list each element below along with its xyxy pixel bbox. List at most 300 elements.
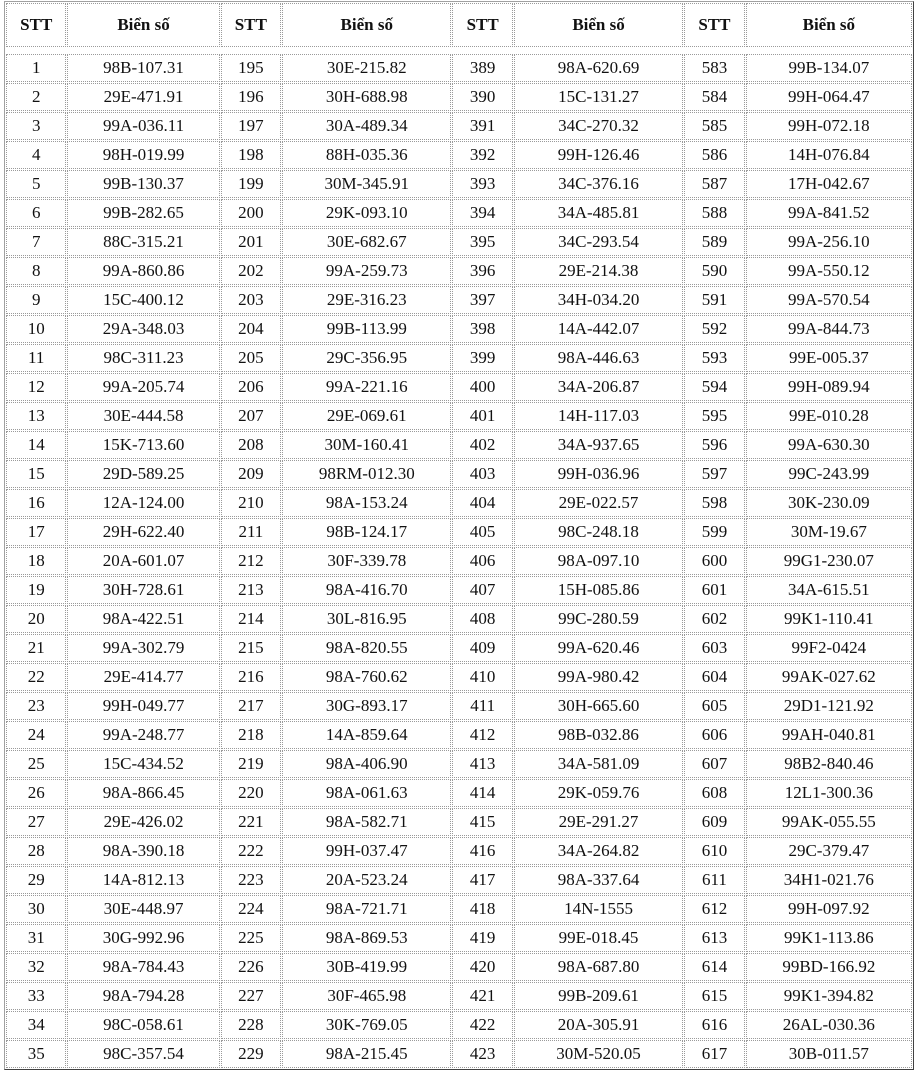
- plate-cell: 98C-248.18: [514, 518, 683, 546]
- table-row: [6, 315, 912, 343]
- plate-cell: 15K-713.60: [67, 431, 219, 459]
- plate-cell: 15C-400.12: [67, 286, 219, 314]
- stt-cell: 585: [684, 112, 744, 140]
- plate-cell: 30B-419.99: [282, 953, 451, 981]
- plate-cell: 99H-064.47: [746, 83, 912, 111]
- plate-cell: 98A-582.71: [282, 808, 451, 836]
- plate-cell: 30E-448.97: [67, 895, 219, 923]
- plate-cell: 98A-215.45: [282, 1040, 451, 1068]
- stt-cell: 595: [684, 402, 744, 430]
- table-row: [6, 257, 912, 285]
- plate-cell: 99A-302.79: [67, 634, 219, 662]
- plate-cell: 99H-126.46: [514, 141, 683, 169]
- stt-cell: 608: [684, 779, 744, 807]
- table-row: [6, 54, 912, 82]
- stt-cell: 227: [221, 982, 281, 1010]
- plate-cell: 30E-682.67: [282, 228, 451, 256]
- stt-cell: 587: [684, 170, 744, 198]
- stt-cell: 423: [452, 1040, 512, 1068]
- stt-cell: 393: [452, 170, 512, 198]
- table-row: [6, 141, 912, 169]
- plate-cell: 15C-434.52: [67, 750, 219, 778]
- plate-cell: 99E-018.45: [514, 924, 683, 952]
- header-bien-so: Biển số: [67, 3, 219, 47]
- plate-cell: 98A-784.43: [67, 953, 219, 981]
- stt-cell: 415: [452, 808, 512, 836]
- plate-cell: 98C-357.54: [67, 1040, 219, 1068]
- plate-cell: 29E-291.27: [514, 808, 683, 836]
- table-row: [6, 982, 912, 1010]
- plate-cell: 29D1-121.92: [746, 692, 912, 720]
- stt-cell: 26: [6, 779, 66, 807]
- plate-cell: 34A-485.81: [514, 199, 683, 227]
- stt-cell: 34: [6, 1011, 66, 1039]
- stt-cell: 31: [6, 924, 66, 952]
- stt-cell: 11: [6, 344, 66, 372]
- stt-cell: 397: [452, 286, 512, 314]
- plate-cell: 99B-130.37: [67, 170, 219, 198]
- plate-cell: 30H-728.61: [67, 576, 219, 604]
- plate-cell: 29H-622.40: [67, 518, 219, 546]
- stt-cell: 584: [684, 83, 744, 111]
- plate-cell: 34A-581.09: [514, 750, 683, 778]
- stt-cell: 400: [452, 373, 512, 401]
- table-row: [6, 750, 912, 778]
- table-row: [6, 953, 912, 981]
- table-row: [6, 547, 912, 575]
- plate-cell: 98A-422.51: [67, 605, 219, 633]
- stt-cell: 15: [6, 460, 66, 488]
- stt-cell: 208: [221, 431, 281, 459]
- stt-cell: 408: [452, 605, 512, 633]
- plate-cell: 98B-107.31: [67, 54, 219, 82]
- plate-cell: 14A-812.13: [67, 866, 219, 894]
- stt-cell: 204: [221, 315, 281, 343]
- stt-cell: 13: [6, 402, 66, 430]
- stt-cell: 616: [684, 1011, 744, 1039]
- stt-cell: 1: [6, 54, 66, 82]
- stt-cell: 24: [6, 721, 66, 749]
- table-row: [6, 402, 912, 430]
- stt-cell: 205: [221, 344, 281, 372]
- plate-cell: 29E-471.91: [67, 83, 219, 111]
- table-row: [6, 1040, 912, 1068]
- table-row: [6, 344, 912, 372]
- stt-cell: 418: [452, 895, 512, 923]
- stt-cell: 594: [684, 373, 744, 401]
- plate-cell: 98A-390.18: [67, 837, 219, 865]
- plate-cell: 12L1-300.36: [746, 779, 912, 807]
- header-stt: STT: [6, 3, 66, 47]
- header-stt: STT: [452, 3, 512, 47]
- stt-cell: 19: [6, 576, 66, 604]
- plate-cell: 98H-019.99: [67, 141, 219, 169]
- stt-cell: 196: [221, 83, 281, 111]
- table-row: [6, 228, 912, 256]
- stt-cell: 21: [6, 634, 66, 662]
- plate-cell: 99AH-040.81: [746, 721, 912, 749]
- plate-cell: 99A-630.30: [746, 431, 912, 459]
- table-row: [6, 1011, 912, 1039]
- stt-cell: 200: [221, 199, 281, 227]
- stt-cell: 411: [452, 692, 512, 720]
- table-row: [6, 460, 912, 488]
- stt-cell: 420: [452, 953, 512, 981]
- plate-cell: 14N-1555: [514, 895, 683, 923]
- plate-cell: 20A-305.91: [514, 1011, 683, 1039]
- table-row: [6, 431, 912, 459]
- plate-cell: 29K-093.10: [282, 199, 451, 227]
- plate-cell: 30K-230.09: [746, 489, 912, 517]
- stt-cell: 10: [6, 315, 66, 343]
- stt-cell: 403: [452, 460, 512, 488]
- stt-cell: 413: [452, 750, 512, 778]
- plate-cell: 30L-816.95: [282, 605, 451, 633]
- stt-cell: 605: [684, 692, 744, 720]
- plate-cell: 99H-097.92: [746, 895, 912, 923]
- stt-cell: 590: [684, 257, 744, 285]
- plate-cell: 17H-042.67: [746, 170, 912, 198]
- stt-cell: 412: [452, 721, 512, 749]
- stt-cell: 401: [452, 402, 512, 430]
- header-stt: STT: [684, 3, 744, 47]
- plate-cell: 29C-356.95: [282, 344, 451, 372]
- stt-cell: 395: [452, 228, 512, 256]
- plate-cell: 30M-345.91: [282, 170, 451, 198]
- stt-cell: 398: [452, 315, 512, 343]
- stt-cell: 390: [452, 83, 512, 111]
- stt-cell: 214: [221, 605, 281, 633]
- plate-cell: 34A-615.51: [746, 576, 912, 604]
- plate-cell: 29E-426.02: [67, 808, 219, 836]
- plate-cell: 98A-866.45: [67, 779, 219, 807]
- plate-cell: 99C-243.99: [746, 460, 912, 488]
- plate-cell: 99H-036.96: [514, 460, 683, 488]
- table-row: [6, 605, 912, 633]
- stt-cell: 610: [684, 837, 744, 865]
- stt-cell: 195: [221, 54, 281, 82]
- plate-cell: 98C-311.23: [67, 344, 219, 372]
- plate-cell: 30M-520.05: [514, 1040, 683, 1068]
- stt-cell: 603: [684, 634, 744, 662]
- plate-cell: 29C-379.47: [746, 837, 912, 865]
- stt-cell: 4: [6, 141, 66, 169]
- table-row: [6, 837, 912, 865]
- stt-cell: 210: [221, 489, 281, 517]
- stt-cell: 600: [684, 547, 744, 575]
- table-row: [6, 895, 912, 923]
- table-row: [6, 373, 912, 401]
- plate-cell: 99K1-394.82: [746, 982, 912, 1010]
- stt-cell: 6: [6, 199, 66, 227]
- stt-cell: 17: [6, 518, 66, 546]
- plate-cell: 99A-221.16: [282, 373, 451, 401]
- plate-cell: 30E-215.82: [282, 54, 451, 82]
- plate-cell: 98A-446.63: [514, 344, 683, 372]
- stt-cell: 419: [452, 924, 512, 952]
- stt-cell: 29: [6, 866, 66, 894]
- plate-cell: 99A-205.74: [67, 373, 219, 401]
- table-row: [6, 199, 912, 227]
- table-body: [6, 54, 912, 1068]
- stt-cell: 22: [6, 663, 66, 691]
- plate-cell: 14H-076.84: [746, 141, 912, 169]
- table-row: [6, 518, 912, 546]
- stt-cell: 606: [684, 721, 744, 749]
- stt-cell: 405: [452, 518, 512, 546]
- stt-cell: 199: [221, 170, 281, 198]
- table-row: [6, 866, 912, 894]
- stt-cell: 32: [6, 953, 66, 981]
- stt-cell: 589: [684, 228, 744, 256]
- stt-cell: 211: [221, 518, 281, 546]
- plate-cell: 88C-315.21: [67, 228, 219, 256]
- stt-cell: 609: [684, 808, 744, 836]
- stt-cell: 16: [6, 489, 66, 517]
- plate-cell: 98A-620.69: [514, 54, 683, 82]
- plate-cell: 99B-134.07: [746, 54, 912, 82]
- stt-cell: 198: [221, 141, 281, 169]
- stt-cell: 389: [452, 54, 512, 82]
- plate-cell: 12A-124.00: [67, 489, 219, 517]
- plate-cell: 34C-293.54: [514, 228, 683, 256]
- plate-cell: 14H-117.03: [514, 402, 683, 430]
- stt-cell: 213: [221, 576, 281, 604]
- header-bien-so: Biển số: [282, 3, 451, 47]
- stt-cell: 611: [684, 866, 744, 894]
- plate-cell: 34C-270.32: [514, 112, 683, 140]
- plate-cell: 34H1-021.76: [746, 866, 912, 894]
- stt-cell: 591: [684, 286, 744, 314]
- plate-cell: 34A-264.82: [514, 837, 683, 865]
- table-row: [6, 489, 912, 517]
- plate-cell: 99E-010.28: [746, 402, 912, 430]
- stt-cell: 197: [221, 112, 281, 140]
- stt-cell: 215: [221, 634, 281, 662]
- stt-cell: 223: [221, 866, 281, 894]
- stt-cell: 209: [221, 460, 281, 488]
- stt-cell: 399: [452, 344, 512, 372]
- stt-cell: 33: [6, 982, 66, 1010]
- stt-cell: 25: [6, 750, 66, 778]
- plate-cell: 99H-037.47: [282, 837, 451, 865]
- stt-cell: 23: [6, 692, 66, 720]
- plate-cell: 20A-601.07: [67, 547, 219, 575]
- plate-cell: 30F-339.78: [282, 547, 451, 575]
- plate-cell: 14A-859.64: [282, 721, 451, 749]
- stt-cell: 218: [221, 721, 281, 749]
- stt-cell: 615: [684, 982, 744, 1010]
- stt-cell: 8: [6, 257, 66, 285]
- table-row: [6, 692, 912, 720]
- stt-cell: 586: [684, 141, 744, 169]
- plate-cell: 98A-687.80: [514, 953, 683, 981]
- stt-cell: 202: [221, 257, 281, 285]
- stt-cell: 28: [6, 837, 66, 865]
- plate-cell: 29E-022.57: [514, 489, 683, 517]
- stt-cell: 203: [221, 286, 281, 314]
- plate-cell: 99AK-027.62: [746, 663, 912, 691]
- table-row: [6, 286, 912, 314]
- stt-cell: 9: [6, 286, 66, 314]
- stt-cell: 226: [221, 953, 281, 981]
- plate-cell: 98A-869.53: [282, 924, 451, 952]
- plate-cell: 99H-049.77: [67, 692, 219, 720]
- plate-cell: 30M-19.67: [746, 518, 912, 546]
- plate-cell: 98A-820.55: [282, 634, 451, 662]
- plate-cell: 99AK-055.55: [746, 808, 912, 836]
- stt-cell: 583: [684, 54, 744, 82]
- stt-cell: 396: [452, 257, 512, 285]
- plate-cell: 20A-523.24: [282, 866, 451, 894]
- plate-cell: 30E-444.58: [67, 402, 219, 430]
- stt-cell: 414: [452, 779, 512, 807]
- plate-cell: 99B-209.61: [514, 982, 683, 1010]
- plate-cell: 99A-036.11: [67, 112, 219, 140]
- stt-cell: 588: [684, 199, 744, 227]
- plate-cell: 30B-011.57: [746, 1040, 912, 1068]
- plate-cell: 99A-860.86: [67, 257, 219, 285]
- plate-cell: 99B-113.99: [282, 315, 451, 343]
- stt-cell: 601: [684, 576, 744, 604]
- plate-cell: 99A-844.73: [746, 315, 912, 343]
- plate-cell: 15C-131.27: [514, 83, 683, 111]
- plate-cell: 99H-072.18: [746, 112, 912, 140]
- stt-cell: 592: [684, 315, 744, 343]
- plate-cell: 98A-416.70: [282, 576, 451, 604]
- plate-cell: 98RM-012.30: [282, 460, 451, 488]
- plate-cell: 98A-153.24: [282, 489, 451, 517]
- plate-cell: 99B-282.65: [67, 199, 219, 227]
- plate-cell: 30M-160.41: [282, 431, 451, 459]
- plate-cell: 29A-348.03: [67, 315, 219, 343]
- plate-cell: 99A-980.42: [514, 663, 683, 691]
- stt-cell: 613: [684, 924, 744, 952]
- plate-cell: 99C-280.59: [514, 605, 683, 633]
- table-row: [6, 634, 912, 662]
- plate-cell: 29E-316.23: [282, 286, 451, 314]
- plate-cell: 34A-937.65: [514, 431, 683, 459]
- plate-cell: 14A-442.07: [514, 315, 683, 343]
- stt-cell: 607: [684, 750, 744, 778]
- plate-cell: 30G-893.17: [282, 692, 451, 720]
- license-plate-table: [4, 1, 914, 1070]
- plate-cell: 99K1-113.86: [746, 924, 912, 952]
- plate-cell: 30G-992.96: [67, 924, 219, 952]
- plate-cell: 98B-124.17: [282, 518, 451, 546]
- table-row: [6, 576, 912, 604]
- plate-cell: 98B2-840.46: [746, 750, 912, 778]
- plate-cell: 30A-489.34: [282, 112, 451, 140]
- plate-cell: 30H-665.60: [514, 692, 683, 720]
- stt-cell: 406: [452, 547, 512, 575]
- header-bien-so: Biển số: [514, 3, 683, 47]
- stt-cell: 5: [6, 170, 66, 198]
- stt-cell: 596: [684, 431, 744, 459]
- plate-cell: 98A-760.62: [282, 663, 451, 691]
- stt-cell: 7: [6, 228, 66, 256]
- plate-cell: 98B-032.86: [514, 721, 683, 749]
- stt-cell: 219: [221, 750, 281, 778]
- plate-cell: 98C-058.61: [67, 1011, 219, 1039]
- stt-cell: 394: [452, 199, 512, 227]
- stt-cell: 220: [221, 779, 281, 807]
- plate-cell: 99A-841.52: [746, 199, 912, 227]
- stt-cell: 617: [684, 1040, 744, 1068]
- plate-cell: 99H-089.94: [746, 373, 912, 401]
- plate-cell: 99K1-110.41: [746, 605, 912, 633]
- header-row: [6, 3, 912, 47]
- stt-cell: 30: [6, 895, 66, 923]
- stt-cell: 201: [221, 228, 281, 256]
- plate-cell: 29E-214.38: [514, 257, 683, 285]
- stt-cell: 2: [6, 83, 66, 111]
- plate-cell: 34A-206.87: [514, 373, 683, 401]
- plate-cell: 98A-721.71: [282, 895, 451, 923]
- table-row: [6, 83, 912, 111]
- plate-cell: 99F2-0424: [746, 634, 912, 662]
- stt-cell: 402: [452, 431, 512, 459]
- stt-cell: 599: [684, 518, 744, 546]
- stt-cell: 409: [452, 634, 512, 662]
- plate-cell: 26AL-030.36: [746, 1011, 912, 1039]
- stt-cell: 604: [684, 663, 744, 691]
- stt-cell: 35: [6, 1040, 66, 1068]
- stt-cell: 216: [221, 663, 281, 691]
- stt-cell: 391: [452, 112, 512, 140]
- plate-cell: 98A-337.64: [514, 866, 683, 894]
- plate-cell: 34H-034.20: [514, 286, 683, 314]
- table-row: [6, 779, 912, 807]
- stt-cell: 417: [452, 866, 512, 894]
- plate-cell: 99A-620.46: [514, 634, 683, 662]
- plate-cell: 98A-061.63: [282, 779, 451, 807]
- plate-cell: 30F-465.98: [282, 982, 451, 1010]
- stt-cell: 3: [6, 112, 66, 140]
- stt-cell: 407: [452, 576, 512, 604]
- stt-cell: 228: [221, 1011, 281, 1039]
- stt-cell: 224: [221, 895, 281, 923]
- stt-cell: 614: [684, 953, 744, 981]
- stt-cell: 421: [452, 982, 512, 1010]
- stt-cell: 593: [684, 344, 744, 372]
- plate-cell: 99A-259.73: [282, 257, 451, 285]
- stt-cell: 404: [452, 489, 512, 517]
- header-bien-so: Biển số: [746, 3, 912, 47]
- plate-cell: 29E-069.61: [282, 402, 451, 430]
- stt-cell: 207: [221, 402, 281, 430]
- stt-cell: 229: [221, 1040, 281, 1068]
- stt-cell: 206: [221, 373, 281, 401]
- table-row: [6, 721, 912, 749]
- plate-cell: 29K-059.76: [514, 779, 683, 807]
- stt-cell: 422: [452, 1011, 512, 1039]
- plate-cell: 99A-570.54: [746, 286, 912, 314]
- stt-cell: 27: [6, 808, 66, 836]
- stt-cell: 612: [684, 895, 744, 923]
- plate-cell: 29E-414.77: [67, 663, 219, 691]
- plate-cell: 99A-256.10: [746, 228, 912, 256]
- stt-cell: 212: [221, 547, 281, 575]
- plate-cell: 99BD-166.92: [746, 953, 912, 981]
- table-row: [6, 808, 912, 836]
- table-row: [6, 112, 912, 140]
- plate-cell: 99E-005.37: [746, 344, 912, 372]
- stt-cell: 18: [6, 547, 66, 575]
- stt-cell: 225: [221, 924, 281, 952]
- stt-cell: 416: [452, 837, 512, 865]
- stt-cell: 597: [684, 460, 744, 488]
